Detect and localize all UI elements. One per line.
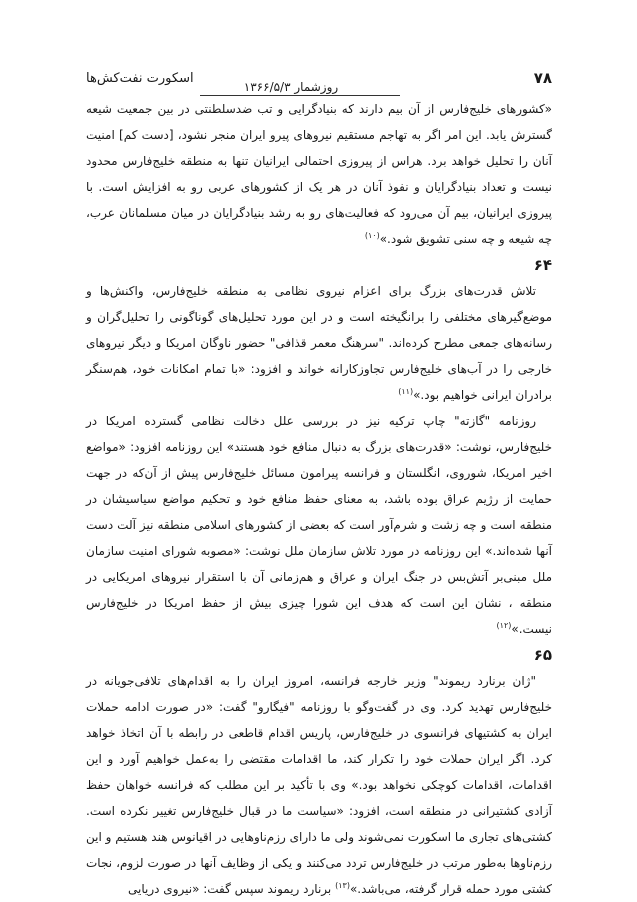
body-text (86, 96, 552, 902)
section-number: ۶۵ (533, 646, 552, 664)
running-title: اسکورت نفت‌کش‌ها (86, 71, 194, 86)
running-date: روزشمار ۱۳۶۶/۵/۳ (243, 80, 339, 94)
paragraph (86, 668, 552, 902)
paragraph (86, 408, 552, 642)
footnote-ref: (۱۲) (496, 621, 512, 630)
paragraph-quote (86, 96, 552, 252)
paragraph-text: روزنامه "گازته" چاپ ترکیه نیز در بررسی علل دخالت نظامی گسترده امریکا در خلیج‌فارس، نوشت: «قدرت‌های بزرگ به دنبال منافع خود هستند» این روزنامه افزود: «مواضع اخیر امریکا، شوروی، انگلستان و فرانسه پیرامون مسائل خلیج‌فارس پیش از آن‌که در جهت حمایت از رژیم عراق بوده باشد، به معنای حفظ منافع خود و تحکیم مواضع سیاسیشان در منطقه است و چه زشت و شرم‌آور است که بعضی از کشورهای اسلامی منطقه نیز آلت دست آنها شده‌اند.» این روزنامه در مورد تلاش سازمان ملل نوشت: «مصوبه شورای امنیت سازمان ملل مبنی‌بر آتش‌بس در جنگ ایران و عراق و هم‌زمانی آن با استقرار نیروهای امریکایی در منطقه ، نشان این است که هدف این شورا چیزی بیش از حفظ امریکا در خلیج‌فارس نیست.» (86, 414, 552, 636)
paragraph-text: تلاش قدرت‌های بزرگ برای اعزام نیروی نظامی به منطقه خلیج‌فارس، واکنش‌ها و موضع‌گیرهای مختلفی را برانگیخته است و در این مورد تحلیل‌های گوناگونی را تحلیل‌گران و رسانه‌های جمعی مطرح کرده‌اند. "سرهنگ معمر قذافی" حضور ناوگان امریکا و دیگر نیروهای خارجی را در آب‌های خلیج‌فارس تجاوزکارانه خواند و افزود: «با تمام امکانات خود، هم‌سنگر برادران ایرانی خواهیم بود.» (86, 284, 552, 402)
footnote-ref: (۱۳) (335, 881, 350, 890)
paragraph-text: "ژان برنارد ریموند" وزیر خارجه فرانسه، امروز ایران را به اقدام‌های تلافی‌جویانه در خلیج‌فارس تهدید کرد. وی در گفت‌وگو با روزنامه "فیگارو" گفت: «در صورت ادامه حملات ایران به کشتیهای فرانسوی در خلیج‌فارس، پاریس اقدام قاطعی در رابطه با آن اتخاذ خواهد کرد. اگر ایران حملات خود را تکرار کند، ما اقدامات مقتضی را به‌عمل خواهیم آورد و این اقدامات، اقدامات کوچکی نخواهد بود.» وی با تأکید بر این مطلب که فرانسه خواهان حفظ آزادی کشتیرانی در منطقه است، افزود: «سیاست ما در قبال خلیج‌فارس تغییر نکرده است. کشتی‌های تجاری ما اسکورت نمی‌شوند ولی ما دارای رزم‌ناوهایی در اقیانوس هند هستیم و این رزم‌ناوها به‌طور مرتب در خلیج‌فارس تردد می‌کنند و یکی از وظایف آنها در صورت لزوم، نجات کشتی مورد حمله قرار گرفته، می‌باشد.» (86, 674, 552, 896)
page-number: ۷۸ (533, 69, 552, 87)
footnote-ref: (۱۰) (364, 231, 380, 240)
paragraph-text: برنارد ریموند سپس گفت: «نیروی دریایی (128, 882, 336, 896)
paragraph (86, 278, 552, 408)
section-number: ۶۴ (533, 256, 552, 274)
paragraph-quote-text: «کشورهای خلیج‌فارس از آن بیم دارند که بنیادگرایی و تب ضدسلطنتی در بین جمعیت شیعه گسترش یابد. این امر اگر به تهاجم مستقیم نیروهای پیرو ایران منجر نشود، [دست کم] امنیت آنان را تحلیل خواهد برد. هراس از پیروزی احتمالی ایرانیان تنها به منطقه خلیج‌فارس محدود نیست و تعداد بنیادگرایان و نفوذ آنان در هر یک از کشورهای عربی رو به افزایش است. با پیروزی ایرانیان، بیم آن می‌رود که فعالیت‌های رو به رشد بنیادگرایان در میان مسلمانان عرب، چه شیعه و چه سنی تشویق شود.» (86, 102, 552, 246)
footnote-ref: (۱۱) (398, 387, 414, 396)
